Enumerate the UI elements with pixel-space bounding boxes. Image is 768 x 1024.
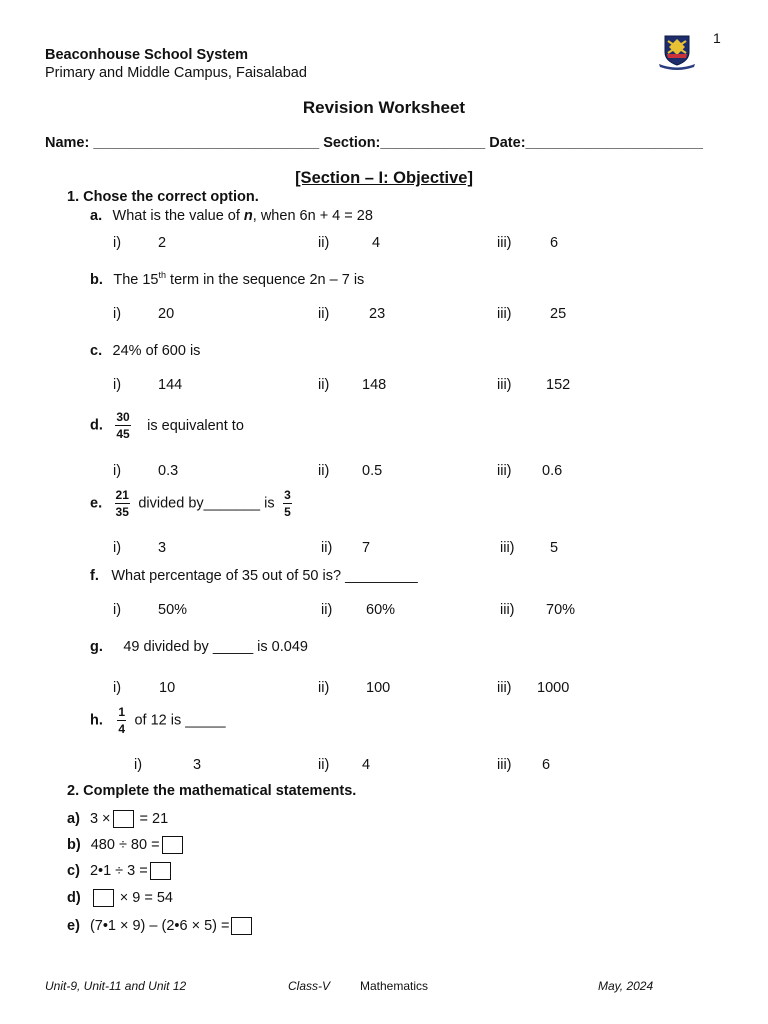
item-letter: c) [67,862,80,879]
option-num: i) [113,680,122,696]
option-num: iii) [497,306,512,322]
question-1-heading: 1. Chose the correct option. [67,189,259,205]
option-value[interactable]: 152 [546,377,571,393]
question-2b: b) 480 ÷ 80 = [67,836,185,854]
option-value[interactable]: 6 [550,235,559,251]
page-title: Revision Worksheet [302,98,466,117]
option-num: i) [113,377,122,393]
option-num: ii) [318,680,330,696]
option-num: iii) [500,602,515,618]
item-letter: h. [90,712,103,729]
option-num: iii) [497,680,512,696]
option-value[interactable]: 23 [369,306,386,322]
answer-box[interactable] [113,810,134,828]
question-text: divided by_______ is [138,495,275,512]
option-value[interactable]: 6 [542,757,551,773]
option-value[interactable]: 60% [366,602,396,618]
question-1f [90,567,418,585]
date-field[interactable]: Date:______________________ [489,135,703,151]
option-value[interactable]: 148 [362,377,387,393]
option-num: i) [113,306,122,322]
option-num: iii) [497,463,512,479]
option-num: i) [113,463,122,479]
item-letter: f. [90,568,99,584]
option-num: iii) [497,377,512,393]
item-letter: d. [90,417,103,434]
question-2a: a) 3 × = 21 [67,810,169,827]
fraction: $\frac{1}{4}$ [118,705,126,736]
option-value[interactable]: 0.6 [542,463,563,479]
question-1b [90,270,364,289]
option-num: i) [113,602,122,618]
question-2-heading: 2. Complete the mathematical statements. [67,783,357,799]
question-1d [90,411,244,440]
footer-class: Class-V [288,979,331,993]
option-value[interactable]: 5 [550,540,559,556]
answer-box[interactable] [162,836,183,854]
fraction: $\frac{21}{35}$ [115,488,129,519]
option-value[interactable]: 2 [158,235,167,251]
item-letter: e) [67,917,80,934]
question-text: What percentage of 35 out of 50 is? _________ [111,568,418,584]
page-number: 1 [713,30,721,46]
option-num: ii) [321,602,333,618]
name-field[interactable]: Name: ____________________________ [45,135,320,151]
answer-box[interactable] [231,917,252,935]
answer-box[interactable] [93,889,114,907]
option-value[interactable]: 7 [362,540,371,556]
option-value[interactable]: 4 [372,235,381,251]
question-text: 49 divided by _____ is 0.049 [123,639,308,655]
question-1g [90,638,308,656]
option-value[interactable]: 0.5 [362,463,383,479]
option-num: ii) [318,757,330,773]
question-2c: c) 2•1 ÷ 3 = [67,862,173,880]
question-2e: e) (7•1 × 9) – (2•6 × 5) = [67,917,254,935]
question-text: is equivalent to [147,417,244,434]
question-1h [90,706,226,735]
option-num: ii) [318,463,330,479]
section-title: [Section – I: Objective] [295,169,473,187]
option-value[interactable]: 50% [158,602,188,618]
option-value[interactable]: 20 [158,306,175,322]
item-letter: a. [90,208,103,224]
option-num: i) [113,235,122,251]
item-letter: e. [90,495,103,512]
question-text: The 15th term in the sequence 2n – 7 is [113,270,365,288]
option-value[interactable]: 1000 [537,680,570,696]
answer-box[interactable] [150,862,171,880]
item-letter: d) [67,889,81,906]
option-num: iii) [500,540,515,556]
option-value[interactable]: 0.3 [158,463,179,479]
question-1e [90,489,296,518]
option-value[interactable]: 144 [158,377,183,393]
option-value[interactable]: 10 [159,680,176,696]
footer-date: May, 2024 [598,979,654,993]
item-letter: a) [67,810,80,827]
option-num: i) [113,540,122,556]
option-num: ii) [318,306,330,322]
option-num: i) [134,757,143,773]
option-value[interactable]: 3 [193,757,202,773]
footer-units: Unit-9, Unit-11 and Unit 12 [45,979,187,993]
option-num: iii) [497,757,512,773]
school-crest-logo [656,34,698,70]
section-field[interactable]: Section:_____________ [323,135,486,151]
question-text: of 12 is _____ [134,712,226,729]
question-2d: d) × 9 = 54 [67,889,173,906]
option-value[interactable]: 25 [550,306,567,322]
option-value[interactable]: 3 [158,540,167,556]
question-1c [90,342,200,360]
campus-name: Primary and Middle Campus, Faisalabad [45,65,307,81]
option-value[interactable]: 70% [546,602,576,618]
option-num: iii) [497,235,512,251]
item-letter: c. [90,343,103,359]
option-value[interactable]: 4 [362,757,371,773]
question-text: 24% of 600 is [112,343,201,359]
item-letter: b) [67,836,81,853]
item-letter: g. [90,639,103,655]
question-text: What is the value of n, when 6n + 4 = 28 [112,208,373,224]
item-letter: b. [90,271,103,288]
fraction: $\frac{3}{5}$ [284,488,291,519]
fraction: $\frac{30}{45}$ [116,410,130,441]
option-value[interactable]: 100 [366,680,391,696]
school-name: Beaconhouse School System [45,47,249,63]
footer-subject: Mathematics [360,979,429,993]
student-info-row [45,135,703,151]
question-1a [90,207,373,225]
option-num: ii) [318,377,330,393]
option-num: ii) [321,540,333,556]
option-num: ii) [318,235,330,251]
